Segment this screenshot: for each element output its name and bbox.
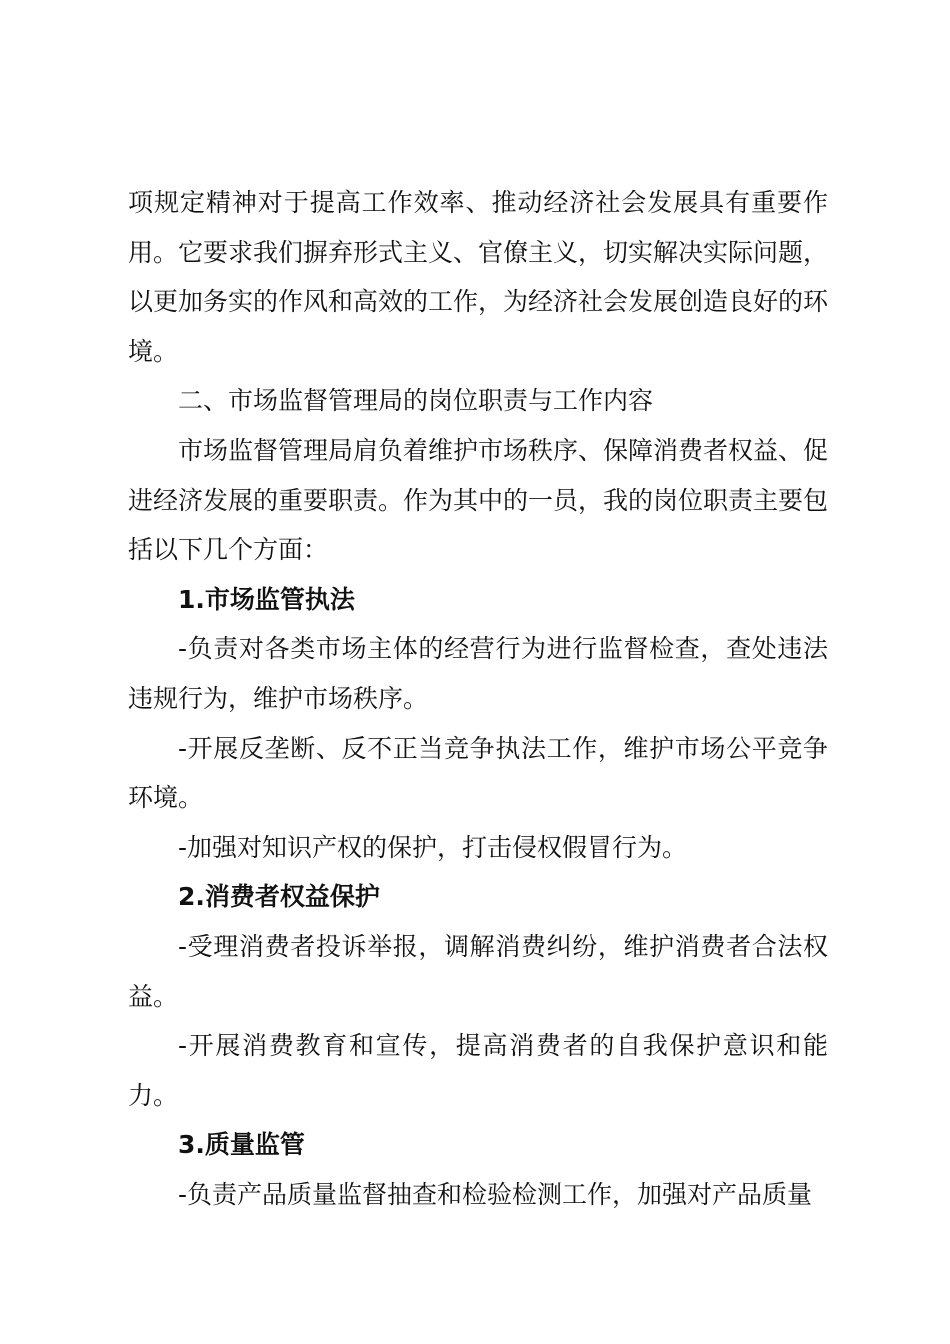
bullet-paragraph: -负责对各类市场主体的经营行为进行监督检查，查处违法违规行为，维护市场秩序。 (128, 634, 828, 713)
bullet-paragraph: -开展反垄断、反不正当竞争执法工作，维护市场公平竞争环境。 (128, 733, 828, 813)
subsection-heading: 3.质量监管 (178, 1130, 305, 1160)
subsection-heading: 2.消费者权益保护 (178, 882, 380, 912)
document-page (128, 178, 828, 1219)
bullet-paragraph: -加强对知识产权的保护，打击侵权假冒行为。 (178, 832, 688, 862)
subsection-heading: 1.市场监管执法 (178, 584, 355, 614)
bullet-paragraph: -开展消费教育和宣传，提高消费者的自我保护意识和能力。 (128, 1031, 828, 1110)
body-paragraph: 项规定精神对于提高工作效率、推动经济社会发展具有重要作用。它要求我们摒弃形式主义、官僚主义，切实解决实际问题，以更加务实的作风和高效的工作，为经济社会发展创造良好的环境。 (128, 188, 829, 366)
section-heading: 二、市场监督管理局的岗位职责与工作内容 (178, 386, 654, 416)
bullet-paragraph: -负责产品质量监督抽查和检验检测工作，加强对产品质量 (178, 1179, 813, 1209)
bullet-paragraph: -受理消费者投诉举报，调解消费纠纷，维护消费者合法权益。 (128, 931, 828, 1011)
body-paragraph: 市场监督管理局肩负着维护市场秩序、保障消费者权益、促进经济发展的重要职责。作为其中的一员，我的岗位职责主要包括以下几个方面： (128, 435, 829, 565)
